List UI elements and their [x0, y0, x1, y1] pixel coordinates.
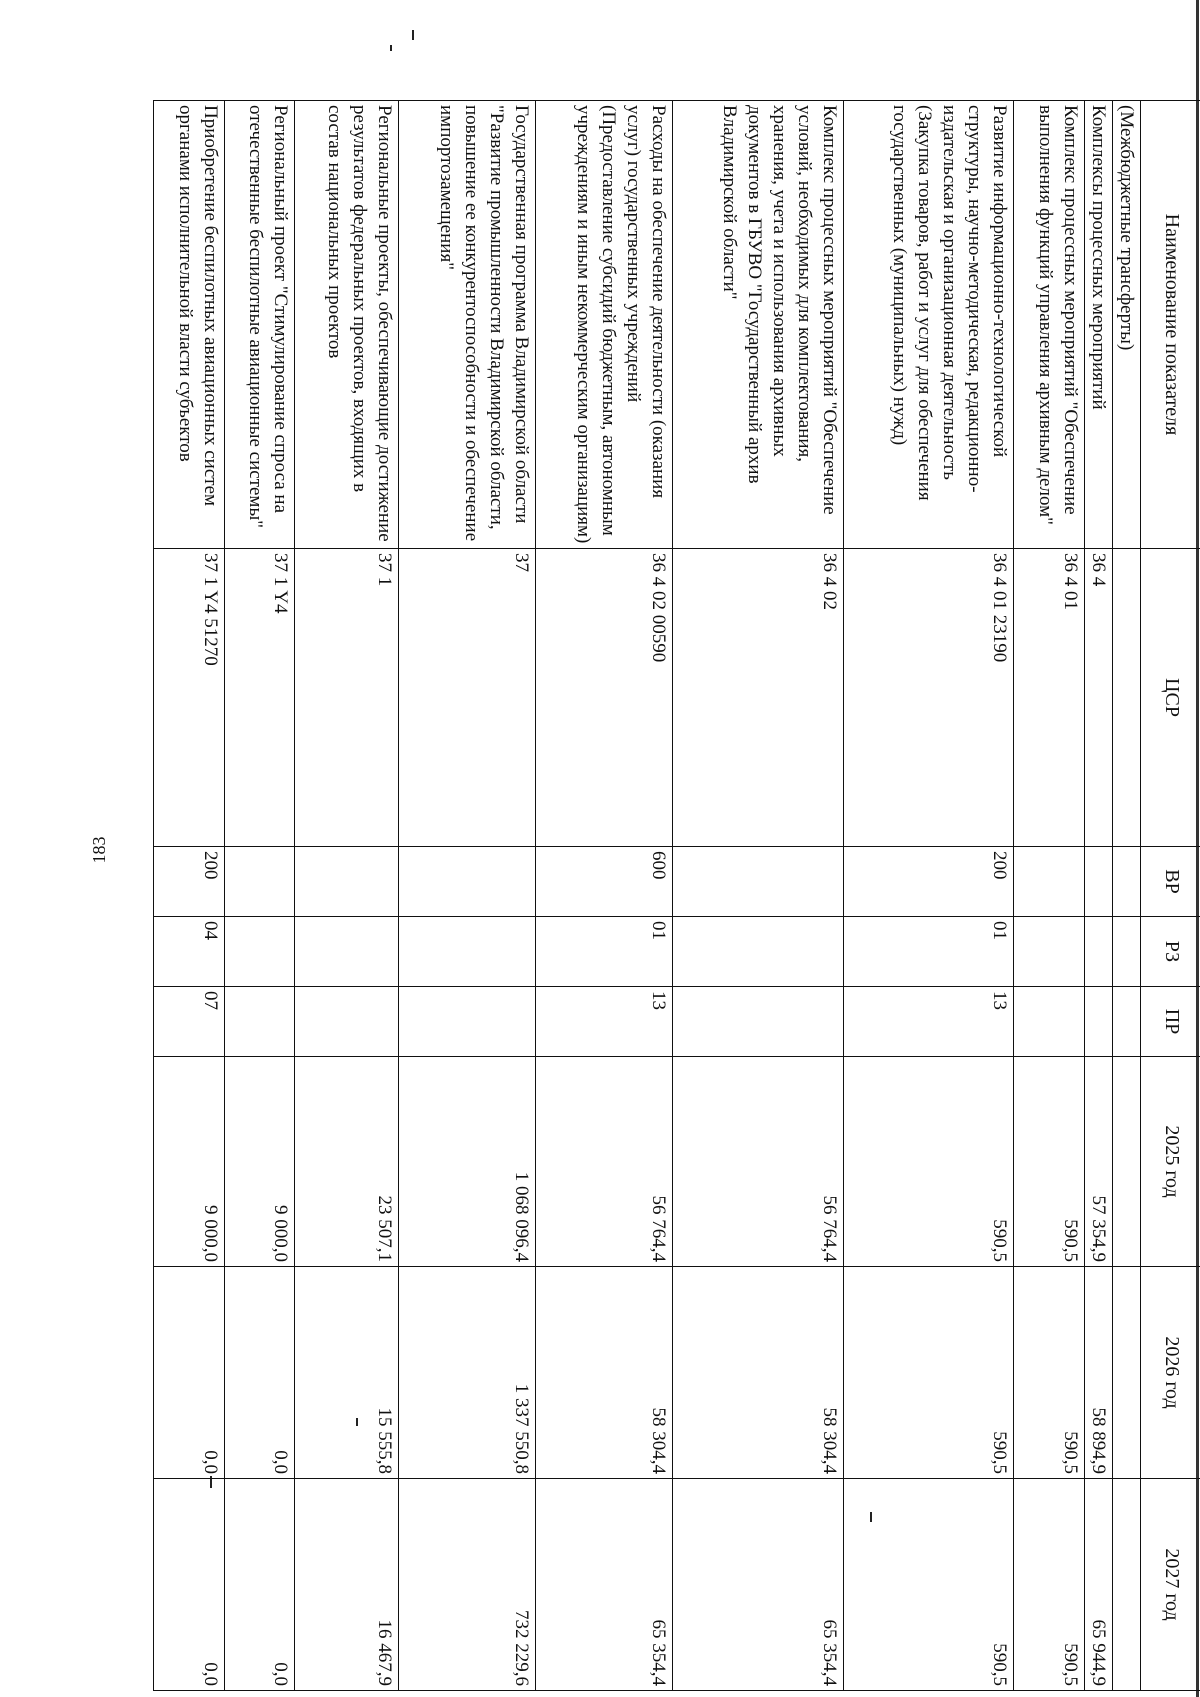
cell-csr: 36 4 02 [673, 549, 843, 847]
cell-pr [1014, 987, 1085, 1057]
header-vr: ВР [1141, 847, 1200, 917]
cell-2027: 16 467,9 [295, 1479, 399, 1691]
table-row [1112, 101, 1140, 1691]
cell-pr [1112, 987, 1140, 1057]
cell-2026 [1112, 1267, 1140, 1479]
cell-2027: 732 229,6 [399, 1479, 536, 1691]
cell-2025: 1 068 096,4 [399, 1057, 536, 1267]
cell-name: Комплексы процессных мероприятий [1084, 101, 1112, 549]
cell-rz [1014, 917, 1085, 987]
cell-rz [673, 917, 843, 987]
cell-csr: 37 [399, 549, 536, 847]
cell-vr: 600 [536, 847, 673, 917]
cell-rz [224, 917, 295, 987]
cell-pr: 07 [154, 987, 225, 1057]
cell-2027: 65 354,4 [673, 1479, 843, 1691]
header-2025: 2025 год [1141, 1057, 1200, 1267]
cell-2027: 590,5 [1014, 1479, 1085, 1691]
cell-pr [399, 987, 536, 1057]
scan-speck [390, 45, 392, 51]
cell-rz [399, 917, 536, 987]
header-csr: ЦСР [1141, 549, 1200, 847]
cell-2025: 590,5 [1014, 1057, 1085, 1267]
header-2026: 2026 год [1141, 1267, 1200, 1479]
table-row [536, 101, 673, 1691]
cell-vr [1084, 847, 1112, 917]
cell-2026: 590,5 [1014, 1267, 1085, 1479]
cell-name: Комплекс процессных мероприятий "Обеспечение условий, необходимых для комплектования, хранения, учета и использования архивных документов в ГБУВО "Государственный архив Владимирской области" [673, 101, 843, 549]
cell-csr: 36 4 01 [1014, 549, 1085, 847]
cell-rz: 04 [154, 917, 225, 987]
cell-rz [1112, 917, 1140, 987]
table-header-row [1141, 101, 1200, 1691]
cell-pr: 13 [843, 987, 1013, 1057]
cell-csr [1112, 549, 1140, 847]
table-row [1084, 101, 1112, 1691]
cell-2025: 57 354,9 [1084, 1057, 1112, 1267]
cell-2027: 0,0 [224, 1479, 295, 1691]
table-row [399, 101, 536, 1691]
cell-2027: 65 354,4 [536, 1479, 673, 1691]
table-row [673, 101, 843, 1691]
cell-vr [224, 847, 295, 917]
cell-csr: 37 1 Y4 51270 [154, 549, 225, 847]
cell-rz [295, 917, 399, 987]
cell-2025: 56 764,4 [536, 1057, 673, 1267]
cell-vr [1112, 847, 1140, 917]
cell-2027: 590,5 [843, 1479, 1013, 1691]
cell-csr: 36 4 02 00590 [536, 549, 673, 847]
cell-vr [295, 847, 399, 917]
cell-vr: 200 [843, 847, 1013, 917]
cell-pr: 13 [536, 987, 673, 1057]
cell-name: (Межбюджетные трансферты) [1112, 101, 1140, 549]
cell-name: Региональные проекты, обеспечивающие достижение результатов федеральных проектов, входящих в состав национальных проектов [295, 101, 399, 549]
cell-2026: 0,0 [154, 1267, 225, 1479]
cell-pr [224, 987, 295, 1057]
cell-2027: 0,0 [154, 1479, 225, 1691]
cell-csr: 36 4 01 23190 [843, 549, 1013, 847]
cell-name: Государственная программа Владимирской области "Развитие промышленности Владимирской области, повышение ее конкурентоспособности и обеспечение импортозамещения" [399, 101, 536, 549]
cell-2026: 58 894,9 [1084, 1267, 1112, 1479]
table-row [295, 101, 399, 1691]
cell-2026: 590,5 [843, 1267, 1013, 1479]
header-name: Наименование показателя [1141, 101, 1200, 549]
cell-csr: 37 1 [295, 549, 399, 847]
cell-name: Региональный проект "Стимулирование спроса на отечественные беспилотные авиационные системы" [224, 101, 295, 549]
page-number: 183 [89, 836, 109, 864]
cell-2027: 65 944,9 [1084, 1479, 1112, 1691]
cell-rz: 01 [536, 917, 673, 987]
cell-2026: 58 304,4 [673, 1267, 843, 1479]
cell-2025 [1112, 1057, 1140, 1267]
cell-csr: 37 1 Y4 [224, 549, 295, 847]
cell-2026: 0,0 [224, 1267, 295, 1479]
header-pr: ПР [1141, 987, 1200, 1057]
cell-2025: 23 507,1 [295, 1057, 399, 1267]
cell-vr [1014, 847, 1085, 917]
cell-2025: 56 764,4 [673, 1057, 843, 1267]
table-row [224, 101, 295, 1691]
budget-table-container [153, 100, 1200, 1690]
cell-vr [673, 847, 843, 917]
cell-name: Расходы на обеспечение деятельности (оказания услуг) государственных учреждений (Предоставление субсидий бюджетным, автономным учреждениям и иным некоммерческим организациям) [536, 101, 673, 549]
cell-pr [673, 987, 843, 1057]
table-row [843, 101, 1013, 1691]
cell-name: Комплекс процессных мероприятий "Обеспечение выполнения функций управления архивным делом" [1014, 101, 1085, 549]
cell-2026: 15 555,8 [295, 1267, 399, 1479]
cell-2026: 1 337 550,8 [399, 1267, 536, 1479]
table-row [154, 101, 225, 1691]
cell-rz: 01 [843, 917, 1013, 987]
header-rz: РЗ [1141, 917, 1200, 987]
cell-name: Приобретение беспилотных авиационных систем органами исполнительной власти субъектов [154, 101, 225, 549]
scan-speck [412, 30, 414, 40]
cell-rz [1084, 917, 1112, 987]
header-2027: 2027 год [1141, 1479, 1200, 1691]
cell-csr: 36 4 [1084, 549, 1112, 847]
budget-table [153, 100, 1200, 1691]
cell-pr [1084, 987, 1112, 1057]
cell-pr [295, 987, 399, 1057]
cell-2027 [1112, 1479, 1140, 1691]
cell-2025: 590,5 [843, 1057, 1013, 1267]
table-row [1014, 101, 1085, 1691]
cell-name: Развитие информационно-технологической структуры, научно-методическая, редакционно-издательская и организационная деятельность (Закупка товаров, работ и услуг для обеспечения государственных (муниципальных) нужд) [843, 101, 1013, 549]
cell-2025: 9 000,0 [154, 1057, 225, 1267]
cell-2026: 58 304,4 [536, 1267, 673, 1479]
cell-2025: 9 000,0 [224, 1057, 295, 1267]
cell-vr: 200 [154, 847, 225, 917]
cell-vr [399, 847, 536, 917]
